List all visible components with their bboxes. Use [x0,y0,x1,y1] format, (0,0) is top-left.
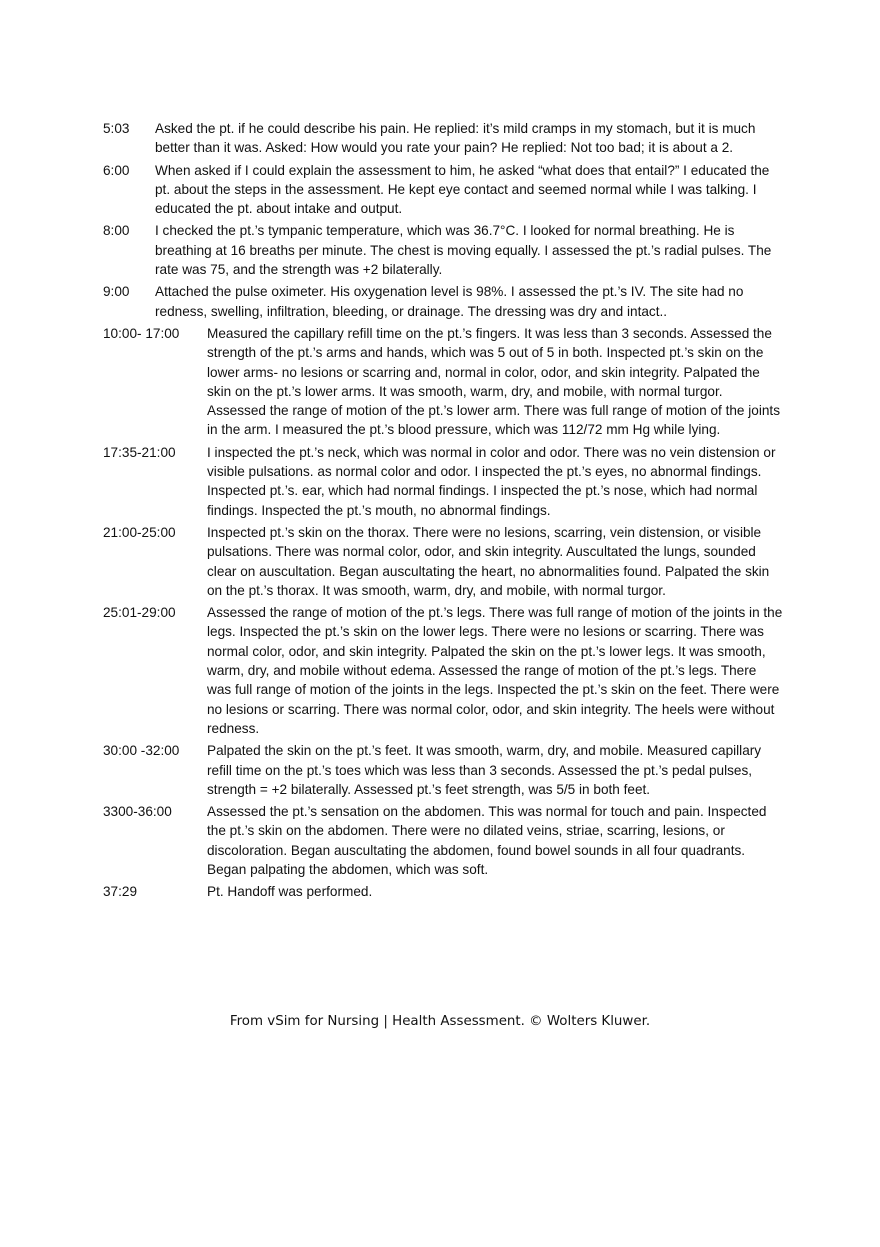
entry-time: 9:00 [103,284,130,300]
timeline-entry [103,119,783,158]
timeline-entry [103,324,783,440]
timeline-entry [103,161,783,219]
entry-time: 21:00-25:00 [103,524,176,540]
entry-text: Inspected pt.’s skin on the thorax. There were no lesions, scarring, vein distension, or visible pulsations. There was normal color, odor, and skin integrity. Auscultated the lungs, sounded clear on auscultation. Began auscultating the heart, no abnormalities found. Palpated the skin on the pt.’s thorax. It was smooth, warm, dry, and mobile, with normal turgor. [207,524,770,598]
entry-time: 17:35-21:00 [103,444,176,460]
timeline-entry [103,221,783,279]
timeline-entry [103,882,783,901]
timeline-entry [103,282,783,321]
entry-text: Assessed the pt.’s sensation on the abdomen. This was normal for touch and pain. Inspected the pt.’s skin on the abdomen. There were no dilated veins, striae, scarring, lesions, or discoloration. Began auscultating the abdomen, found bowel sounds in all four quadrants. Began palpating the abdomen, which was soft. [207,804,767,877]
entry-time: 25:01-29:00 [103,605,176,621]
timeline-entry [103,741,783,799]
timeline-entries [103,119,783,905]
entry-text: Assessed the range of motion of the pt.’s legs. There was full range of motion of the joints in the legs. Inspected the pt.’s skin on the lower legs. There were no lesions or scarring. There was normal color, odor, and skin integrity. Palpated the skin on the pt.’s lower legs. It was smooth, warm, dry, and mobile without edema. Assessed the range of motion of the pt.’s legs. There was full range of motion of the joints in the legs. Inspected the pt.’s skin on the feet. There were no lesions or scarring. There was normal color, odor, and skin integrity. The heels were without redness. [207,605,783,736]
entry-time: 6:00 [103,162,130,178]
entry-time: 10:00- 17:00 [103,325,180,341]
entry-text: Attached the pulse oximeter. His oxygenation level is 98%. I assessed the pt.’s IV. The site had no redness, swelling, infiltration, bleeding, or drainage. The dressing was dry and intact.. [155,284,744,319]
timeline-entry [103,603,783,738]
timeline-entry [103,443,783,520]
timeline-entry [103,523,783,600]
entry-text: I checked the pt.’s tympanic temperature, which was 36.7°C. I looked for normal breathing. He is breathing at 16 breaths per minute. The chest is moving equally. I assessed the pt.’s radial pulses. The rate was 75, and the strength was +2 bilaterally. [155,223,772,278]
timeline-entry [103,802,783,879]
entry-text: When asked if I could explain the assessment to him, he asked “what does that entail?” I educated the pt. about the steps in the assessment. He kept eye contact and seemed normal while I was talking. I educated the pt. about intake and output. [155,162,770,217]
footer-credit: From vSim for Nursing | Health Assessment. © Wolters Kluwer. [229,1014,651,1029]
entry-text: Palpated the skin on the pt.’s feet. It was smooth, warm, dry, and mobile. Measured capillary refill time on the pt.’s toes which was less than 3 seconds. Assessed the pt.’s pedal pulses, strength = +2 bilaterally. Assessed pt.’s feet strength, was 5/5 in both feet. [207,743,762,797]
entry-time: 37:29 [103,884,138,900]
entry-time: 5:03 [103,121,130,136]
entry-time: 3300-36:00 [103,804,172,820]
entry-text: Pt. Handoff was performed. [207,884,373,900]
entry-text: Asked the pt. if he could describe his pain. He replied: it’s mild cramps in my stomach, but it is much better than it was. Asked: How would you rate your pain? He replied: Not too bad; it is about a 2. [155,121,756,156]
entry-time: 8:00 [103,223,130,239]
entry-text: Measured the capillary refill time on the pt.’s fingers. It was less than 3 seconds. Assessed the strength of the pt.’s arms and hands, which was 5 out of 5 in both. Inspected pt.’s skin on the lower arms- no lesions or scarring and, normal in color, odor, and skin integrity. Palpated the skin on the pt.’s lower arms. It was smooth, warm, dry, and mobile, with normal turgor. Assessed the range of motion of the pt.’s lower arm. There was full range of motion of the joints in the arm. I measured the pt.’s blood pressure, which was 112/72 mm Hg while lying. [207,325,781,438]
entry-text: I inspected the pt.’s neck, which was normal in color and odor. There was no vein distension or visible pulsations. as normal color and odor. I inspected the pt.’s eyes, no abnormal findings. Inspected pt.’s. ear, which had normal findings. I inspected the pt.’s nose, which had normal findings. Inspected the pt.’s mouth, no abnormal findings. [207,444,776,518]
entry-time: 30:00 -32:00 [103,743,180,759]
